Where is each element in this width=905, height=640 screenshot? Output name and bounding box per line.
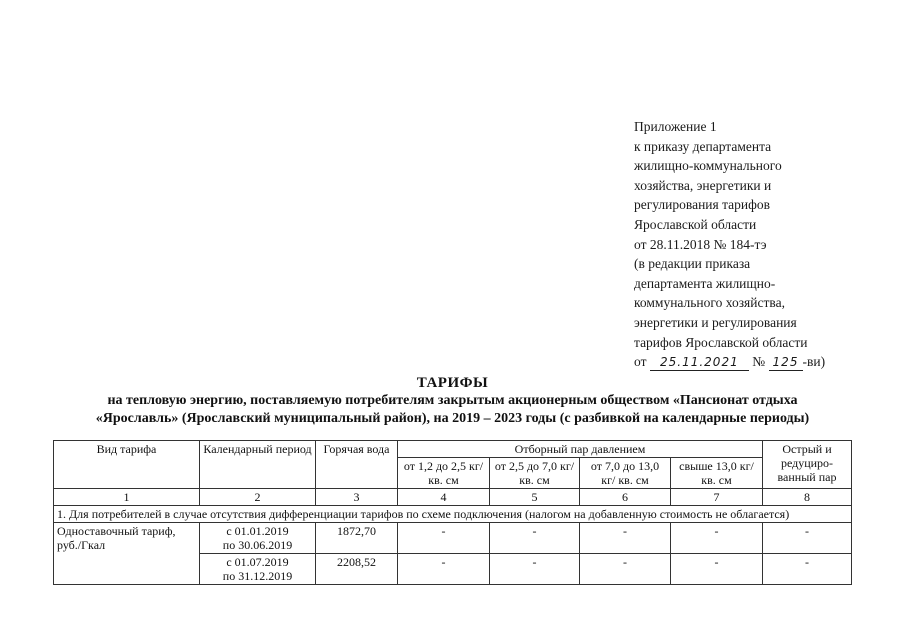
tariff-table — [53, 440, 852, 585]
pressure-2-value: - — [490, 554, 580, 585]
pressure-4-value: - — [671, 554, 763, 585]
appendix-line: регулирования тарифов — [634, 197, 771, 213]
column-number: 5 — [490, 489, 580, 506]
header-tariff-type: Вид тарифа — [54, 441, 200, 489]
header-period: Календарный период — [200, 441, 316, 489]
appendix-line: коммунального хозяйства, — [634, 295, 785, 311]
header-sharp-steam: Острый и редуциро-ванный пар — [763, 441, 852, 489]
appendix-line: Приложение 1 — [634, 119, 717, 134]
header-hot-water: Горячая вода — [316, 441, 398, 489]
title-line-2: «Ярославль» (Ярославский муниципальный район), на 2019 – 2023 годы (с разбивкой на календарные периоды) — [95, 411, 810, 426]
title-line-1: на тепловую энергию, поставляемую потребителям закрытым акционерным обществом «Пансионат отдыха — [107, 393, 798, 408]
column-number: 2 — [200, 489, 316, 506]
appendix-line: от 28.11.2018 № 184-тэ — [634, 236, 767, 252]
appendix-last-line — [634, 352, 825, 372]
appendix-line: департамента жилищно- — [634, 275, 776, 291]
pressure-1-value: - — [398, 554, 490, 585]
hot-water-value: 1872,70 — [316, 523, 398, 554]
appendix-line: энергетики и регулирования — [634, 314, 797, 330]
header-pressure-4: свыше 13,0 кг/ кв. см — [671, 458, 763, 489]
period-from: с 01.07.2019 — [226, 555, 289, 569]
hot-water-value: 2208,52 — [316, 554, 398, 585]
header-steam: Отборный пар давлением — [398, 441, 763, 458]
column-number: 1 — [54, 489, 200, 506]
pressure-3-value: - — [580, 554, 671, 585]
period-cell — [200, 523, 316, 554]
pressure-1-value: - — [398, 523, 490, 554]
appendix-line: жилищно-коммунального — [634, 158, 782, 174]
header-pressure-1: от 1,2 до 2,5 кг/ кв. см — [398, 458, 490, 489]
number-suffix: -ви) — [802, 354, 826, 370]
period-from: с 01.01.2019 — [226, 524, 289, 538]
header-pressure-2: от 2,5 до 7,0 кг/ кв. см — [490, 458, 580, 489]
appendix-line: к приказу департамента — [634, 138, 772, 154]
title-main: ТАРИФЫ — [416, 375, 489, 391]
section-row — [54, 506, 852, 523]
header-row — [54, 441, 852, 458]
pressure-3-value: - — [580, 523, 671, 554]
column-number: 3 — [316, 489, 398, 506]
handwritten-date: 25.11.2021 — [650, 355, 749, 371]
pressure-4-value: - — [671, 523, 763, 554]
appendix-line: хозяйства, энергетики и — [634, 177, 772, 193]
sharp-steam-value: - — [763, 554, 852, 585]
column-number: 7 — [671, 489, 763, 506]
section-title: 1. Для потребителей в случае отсутствия дифференциации тарифов по схеме подключения (налогом на добавленную стоимость не облагается) — [54, 506, 852, 523]
appendix-line: Ярославской области — [634, 216, 757, 232]
period-to: по 31.12.2019 — [222, 569, 293, 583]
header-pressure-3: от 7,0 до 13,0 кг/ кв. см — [580, 458, 671, 489]
period-cell — [200, 554, 316, 585]
column-number: 6 — [580, 489, 671, 506]
appendix-line: (в редакции приказа — [634, 256, 751, 272]
appendix-line: тарифов Ярославской области — [634, 334, 808, 350]
document-title — [40, 374, 865, 428]
number-sign: № — [752, 354, 766, 370]
appendix-note — [634, 117, 825, 372]
column-number: 8 — [763, 489, 852, 506]
date-prefix: от — [634, 354, 647, 370]
handwritten-number: 125 — [769, 355, 803, 371]
column-number-row — [54, 489, 852, 506]
sharp-steam-value: - — [763, 523, 852, 554]
column-number: 4 — [398, 489, 490, 506]
period-to: по 30.06.2019 — [222, 538, 293, 552]
tariff-name: Одноставочный тариф, руб./Гкал — [54, 523, 200, 585]
pressure-2-value: - — [490, 523, 580, 554]
table-row — [54, 523, 852, 554]
